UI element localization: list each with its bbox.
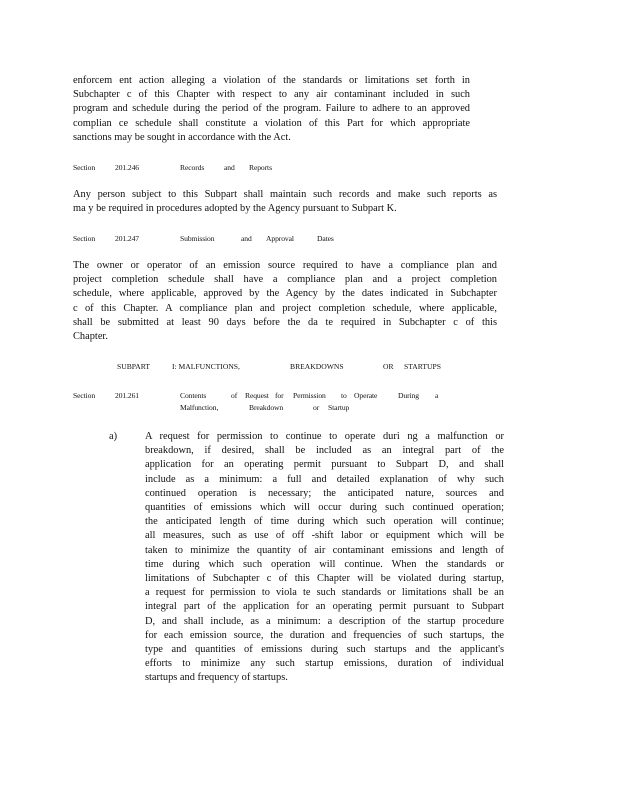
subpart-i-heading <box>117 361 447 373</box>
text-line: shall be submitted at least 90 days before the da te required in Subchapter c of this <box>73 316 497 328</box>
section-title-word: Submission <box>180 234 215 243</box>
text-line: for each emission source, the duration and frequencies of such startups, the <box>145 629 504 641</box>
text-line: quantities of emissions which will occur during such continued operation; <box>145 502 504 514</box>
section-201-247-heading <box>73 233 473 245</box>
text-line: all measures, such as use of off -shift labor or equipment which will be <box>145 530 504 542</box>
text-line: breakdown, if desired, shall be included as an integral part of the <box>145 445 504 457</box>
section-title-word: and <box>241 234 252 243</box>
text-line: limitations of Subchapter c of this Chapter will be violated during startup, <box>145 573 504 585</box>
text-line: type and quantities of emissions during such startups and the applicant's <box>145 644 504 656</box>
section-title-word: Request <box>245 391 269 400</box>
subpart-word: SUBPART <box>117 362 151 371</box>
text-line: integral part of the application for an operating permit pursuant to Subpart <box>145 601 504 613</box>
text-line: project completion schedule shall have a compliance plan and a project completion <box>73 274 497 286</box>
text-line: continued operation is necessary; the anticipated nature, sources and <box>145 487 504 499</box>
text-line: enforcem ent action alleging a violation of the standards or limitations set forth in <box>73 75 470 86</box>
section-number: 201.247 <box>115 234 139 243</box>
text-line: include as a minimum: a full and detailed explanation of why such <box>145 473 504 485</box>
section-label: Section <box>73 391 96 400</box>
text-line: complian ce schedule shall constitute a violation of this Part for which appropriate <box>73 117 470 129</box>
section-label: Section <box>73 234 96 243</box>
section-title-word: Permission <box>293 391 326 400</box>
section-title-word: Startup <box>328 403 350 412</box>
text-line: Any person subject to this Subpart shall maintain such records and make such reports as <box>73 189 497 200</box>
section-title-word: Approval <box>266 234 294 243</box>
list-marker-a: a) <box>109 431 118 442</box>
text-line: efforts to minimize any such startup emissions, duration of individual <box>145 658 504 670</box>
section-title-word: and <box>224 163 235 172</box>
text-line: time during which such operation will continue. When the standards or <box>145 558 504 570</box>
section-title-word: Malfunction, <box>180 403 219 412</box>
section-label: Section <box>73 163 96 172</box>
text-line: c of this Chapter. A compliance plan and project completion schedule, where applicable, <box>73 302 497 314</box>
section-title-word: for <box>275 391 284 400</box>
text-line: taken to minimize the quantity of air contaminant emissions and length of <box>145 544 504 556</box>
section-201-261-heading <box>73 390 473 414</box>
text-line: a request for permission to viola te such standards or limitations shall be an <box>145 587 504 599</box>
section-title-word: of <box>231 391 238 400</box>
submission-dates-paragraph <box>73 259 497 344</box>
text-line: application for an operating permit pursuant to Subpart D, and shall <box>145 459 504 471</box>
section-title-word: Breakdown <box>249 403 284 412</box>
text-line: D, and shall include, as a minimum: a description of the startup procedure <box>145 615 504 627</box>
text-line: Subchapter c of this Chapter with respect to any air contaminant included in such <box>73 89 470 101</box>
text-line: ma y be required in procedures adopted by the Agency pursuant to Subpart K. <box>73 203 397 215</box>
section-title-word: a <box>435 391 439 400</box>
text-line: sanctions may be sought in accordance with the Act. <box>73 131 291 143</box>
section-title-word: During <box>398 391 419 400</box>
section-title-word: Contents <box>180 391 207 400</box>
compliance-schedule-paragraph <box>73 74 470 145</box>
subpart-word: I: MALFUNCTIONS, <box>172 362 240 371</box>
section-title-word: Reports <box>249 163 272 172</box>
request-permission-paragraph <box>145 430 504 686</box>
text-line: startups and frequency of startups. <box>145 672 288 684</box>
section-title-word: Operate <box>354 391 378 400</box>
text-line: The owner or operator of an emission source required to have a compliance plan and <box>73 260 497 271</box>
records-reports-paragraph <box>73 188 497 216</box>
section-201-246-heading <box>73 162 473 174</box>
section-title-word: to <box>341 391 347 400</box>
subpart-word: OR <box>383 362 394 371</box>
subpart-word: BREAKDOWNS <box>290 362 344 371</box>
subpart-word: STARTUPS <box>404 362 441 371</box>
section-number: 201.261 <box>115 391 139 400</box>
text-line: program and schedule during the period of the program. Failure to adhere to an approved <box>73 103 470 115</box>
section-title-word: or <box>313 403 320 412</box>
section-number: 201.246 <box>115 163 139 172</box>
text-line: Chapter. <box>73 331 108 343</box>
section-title-word: Records <box>180 163 205 172</box>
text-line: schedule, where applicable, approved by the Agency by the dates indicated in Subchapter <box>73 288 497 300</box>
section-title-word: Dates <box>317 234 334 243</box>
text-line: the anticipated length of time during which such operation will continue; <box>145 516 504 528</box>
text-line: A request for permission to continue to operate duri ng a malfunction or <box>145 431 504 442</box>
